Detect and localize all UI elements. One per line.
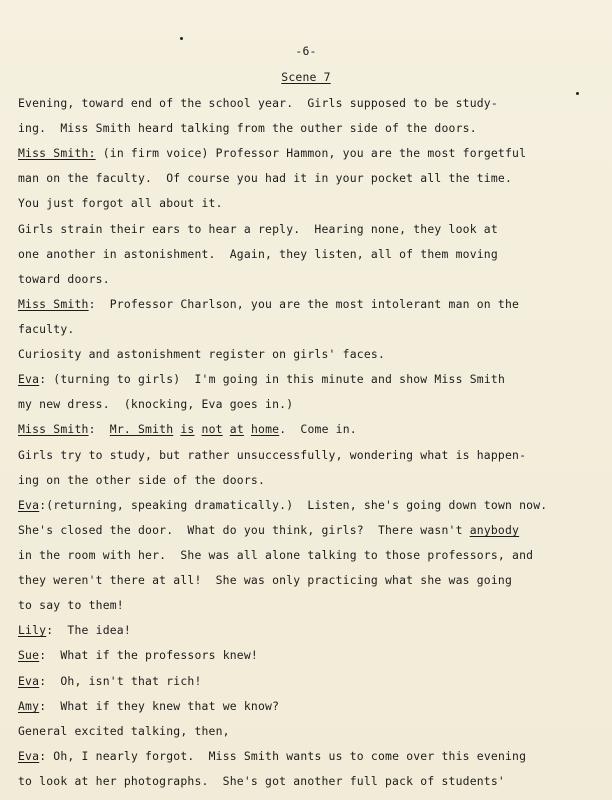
line-text: Evening, toward end of the school year. Girls supposed to be study- (18, 96, 498, 110)
line-text: in the room with her. She was all alone talking to those professors, and (18, 548, 534, 562)
line-text: : What if the professors knew! (39, 648, 258, 662)
line-text: (in firm voice) Professor Hammon, you are the most forgetful (95, 146, 527, 160)
line-text: one another in astonishment. Again, they listen, all of them moving (18, 247, 498, 261)
line-text: : What if they knew that we know? (39, 699, 280, 713)
underlined-text: Miss Smith (18, 422, 89, 436)
underlined-text: not (201, 422, 223, 436)
script-line (18, 96, 498, 110)
line-text: : (turning to girls) I'm going in this minute and show Miss Smith (39, 372, 505, 386)
underlined-text: Eva (18, 498, 40, 512)
line-text: my new dress. (knocking, Eva goes in.) (18, 397, 294, 411)
underlined-text: Eva (18, 674, 40, 688)
script-line (18, 623, 131, 637)
line-text: General excited talking, then, (18, 724, 230, 738)
script-line (18, 699, 279, 713)
script-line (18, 397, 293, 411)
page-number: -6- (295, 44, 317, 58)
line-text (223, 422, 230, 436)
line-text: ing. Miss Smith heard talking from the outher side of the doors. (18, 121, 477, 135)
line-text (194, 422, 201, 436)
script-line (18, 473, 265, 487)
underlined-text: at (229, 422, 244, 436)
underlined-text: Miss Smith (18, 297, 89, 311)
line-text (244, 422, 251, 436)
script-line (18, 272, 110, 286)
line-text: She's closed the door. What do you think, girls? There wasn't (18, 523, 470, 537)
script-line (18, 749, 526, 763)
scene-title: Scene 7 (281, 70, 331, 84)
line-text: : Professor Charlson, you are the most intolerant man on the (88, 297, 520, 311)
line-text: : Oh, I nearly forgot. Miss Smith wants us to come over this evening (39, 749, 527, 763)
underlined-text: anybody (469, 523, 520, 537)
script-line (18, 121, 477, 135)
ink-dot (180, 37, 183, 40)
script-line (18, 222, 498, 236)
script-line (18, 598, 124, 612)
script-line (18, 674, 202, 688)
script-line (18, 648, 258, 662)
underlined-text: Eva (18, 749, 40, 763)
script-line (18, 171, 512, 185)
line-text: . Come in. (279, 422, 357, 436)
script-line (18, 774, 505, 788)
line-text: : (88, 422, 110, 436)
line-text: ing on the other side of the doors. (18, 473, 266, 487)
line-text: to say to them! (18, 598, 124, 612)
script-line (18, 322, 74, 336)
line-text: Girls strain their ears to hear a reply. Hearing none, they look at (18, 222, 498, 236)
line-text: : Oh, isn't that rich! (39, 674, 202, 688)
line-text: Girls try to study, but rather unsuccessfully, wondering what is happen- (18, 448, 527, 462)
script-line (18, 573, 512, 587)
underlined-text: Eva (18, 372, 40, 386)
script-line (18, 297, 519, 311)
underlined-text: Sue (18, 648, 40, 662)
script-line (18, 548, 533, 562)
script-line (18, 146, 526, 160)
script-line (18, 523, 519, 537)
line-text: faculty. (18, 322, 75, 336)
underlined-text: Mr. Smith (109, 422, 174, 436)
underlined-text: Miss Smith: (18, 146, 96, 160)
script-line (18, 724, 230, 738)
line-text: Curiosity and astonishment register on girls' faces. (18, 347, 386, 361)
script-line (18, 448, 526, 462)
script-line (18, 372, 505, 386)
underlined-text: Lily (18, 623, 47, 637)
script-line (18, 196, 223, 210)
underlined-text: is (180, 422, 195, 436)
ink-dot (576, 92, 579, 95)
line-text: man on the faculty. Of course you had it in your pocket all the time. (18, 171, 513, 185)
line-text: : The idea! (46, 623, 131, 637)
script-line (18, 247, 498, 261)
line-text: :(returning, speaking dramatically.) Listen, she's going down town now. (39, 498, 548, 512)
script-line (18, 347, 385, 361)
script-line (18, 422, 357, 436)
underlined-text: Amy (18, 699, 40, 713)
underlined-text: home (250, 422, 280, 436)
script-line (18, 498, 547, 512)
line-text: toward doors. (18, 272, 110, 286)
line-text: You just forgot all about it. (18, 196, 223, 210)
line-text: they weren't there at all! She was only practicing what she was going (18, 573, 513, 587)
line-text: to look at her photographs. She's got another full pack of students' (18, 774, 505, 788)
